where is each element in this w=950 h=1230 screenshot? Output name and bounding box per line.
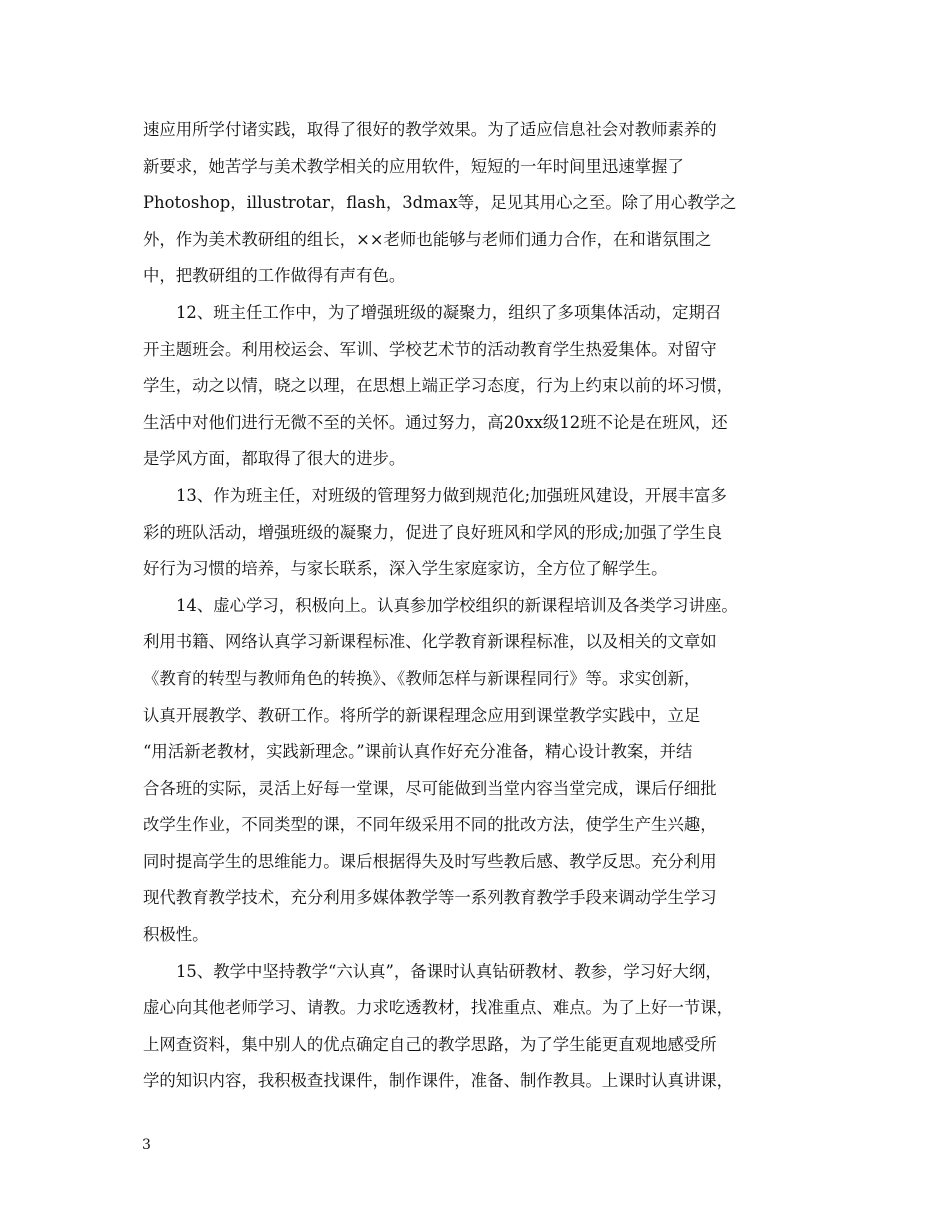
paragraph-item-14 bbox=[143, 588, 823, 954]
text-line: 中，把教研组的工作做得有声有色。 bbox=[143, 266, 406, 286]
text-line: 虚心向其他老师学习、请教。力求吃透教材，找准重点、难点。为了上好一节课， bbox=[143, 998, 734, 1018]
paragraph-item-12 bbox=[143, 295, 823, 478]
text-line: 开主题班会。利用校运会、军训、学校艺术节的活动教育学生热爱集体。对留守 bbox=[143, 339, 717, 359]
text-line: 《教育的转型与教师角色的转换》、《教师怎样与新课程同行》等。求实创新， bbox=[143, 668, 701, 688]
text-line: 学生，动之以情，晓之以理，在思想上端正学习态度，行为上约束以前的坏习惯， bbox=[143, 376, 734, 396]
text-line: 15、教学中坚持教学“六认真”，备课时认真钻研教材、教参，学习好大纲， bbox=[176, 961, 722, 981]
text-line: 好行为习惯的培养，与家长联系，深入学生家庭家访，全方位了解学生。 bbox=[143, 559, 668, 579]
text-line: 外，作为美术教研组的组长，××老师也能够与老师们通力合作，在和谐氛围之 bbox=[143, 229, 712, 249]
paragraph-item-15 bbox=[143, 954, 823, 1100]
text-line: 彩的班队活动，增强班级的凝聚力，促进了良好班风和学风的形成;加强了学生良 bbox=[143, 522, 723, 542]
text-line: 14、虚心学习，积极向上。认真参加学校组织的新课程培训及各类学习讲座。 bbox=[176, 595, 738, 615]
text-line: 速应用所学付诸实践，取得了很好的教学效果。为了适应信息社会对教师素养的 bbox=[143, 120, 717, 139]
paragraph-continuation bbox=[143, 112, 823, 295]
page-body bbox=[143, 112, 823, 1100]
page-number: 3 bbox=[142, 1137, 151, 1153]
text-line: 合各班的实际，灵活上好每一堂课，尽可能做到当堂内容当堂完成，课后仔细批 bbox=[143, 778, 717, 798]
text-line: 学的知识内容，我积极查找课件，制作课件，准备、制作教具。上课时认真讲课， bbox=[143, 1071, 734, 1091]
text-line: 新要求，她苦学与美术教学相关的应用软件，短短的一年时间里迅速掌握了 bbox=[143, 156, 684, 176]
text-line: 利用书籍、网络认真学习新课程标准、化学教育新课程标准，以及相关的文章如 bbox=[143, 632, 717, 652]
text-line: 13、作为班主任，对班级的管理努力做到规范化;加强班风建设，开展丰富多 bbox=[176, 485, 727, 505]
text-line: 生活中对他们进行无微不至的关怀。通过努力，高20xx级12班不论是在班风，还 bbox=[143, 412, 728, 432]
text-line: “用活新老教材，实践新理念。”课前认真作好充分准备，精心设计教案，并结 bbox=[143, 742, 693, 762]
text-line: 是学风方面，都取得了很大的进步。 bbox=[143, 449, 406, 469]
text-line: 同时提高学生的思维能力。课后根据得失及时写些教后感、教学反思。充分利用 bbox=[143, 851, 717, 871]
text-line: 改学生作业，不同类型的课，不同年级采用不同的批改方法，使学生产生兴趣， bbox=[143, 815, 717, 835]
text-line: 认真开展教学、教研工作。将所学的新课程理念应用到课堂教学实践中，立足 bbox=[143, 705, 701, 725]
text-line: 积极性。 bbox=[143, 925, 209, 945]
text-line: 现代教育教学技术，充分利用多媒体教学等一系列教育教学手段来调动学生学习 bbox=[143, 888, 717, 908]
paragraph-item-13 bbox=[143, 478, 823, 588]
text-line: 上网查资料，集中别人的优点确定自己的教学思路，为了学生能更直观地感受所 bbox=[143, 1034, 717, 1054]
text-line: 12、班主任工作中，为了增强班级的凝聚力，组织了多项集体活动，定期召 bbox=[176, 302, 722, 322]
text-line: Photoshop，illustrotar，flash，3dmax等，足见其用心之至。除了用心教学之 bbox=[143, 193, 737, 213]
